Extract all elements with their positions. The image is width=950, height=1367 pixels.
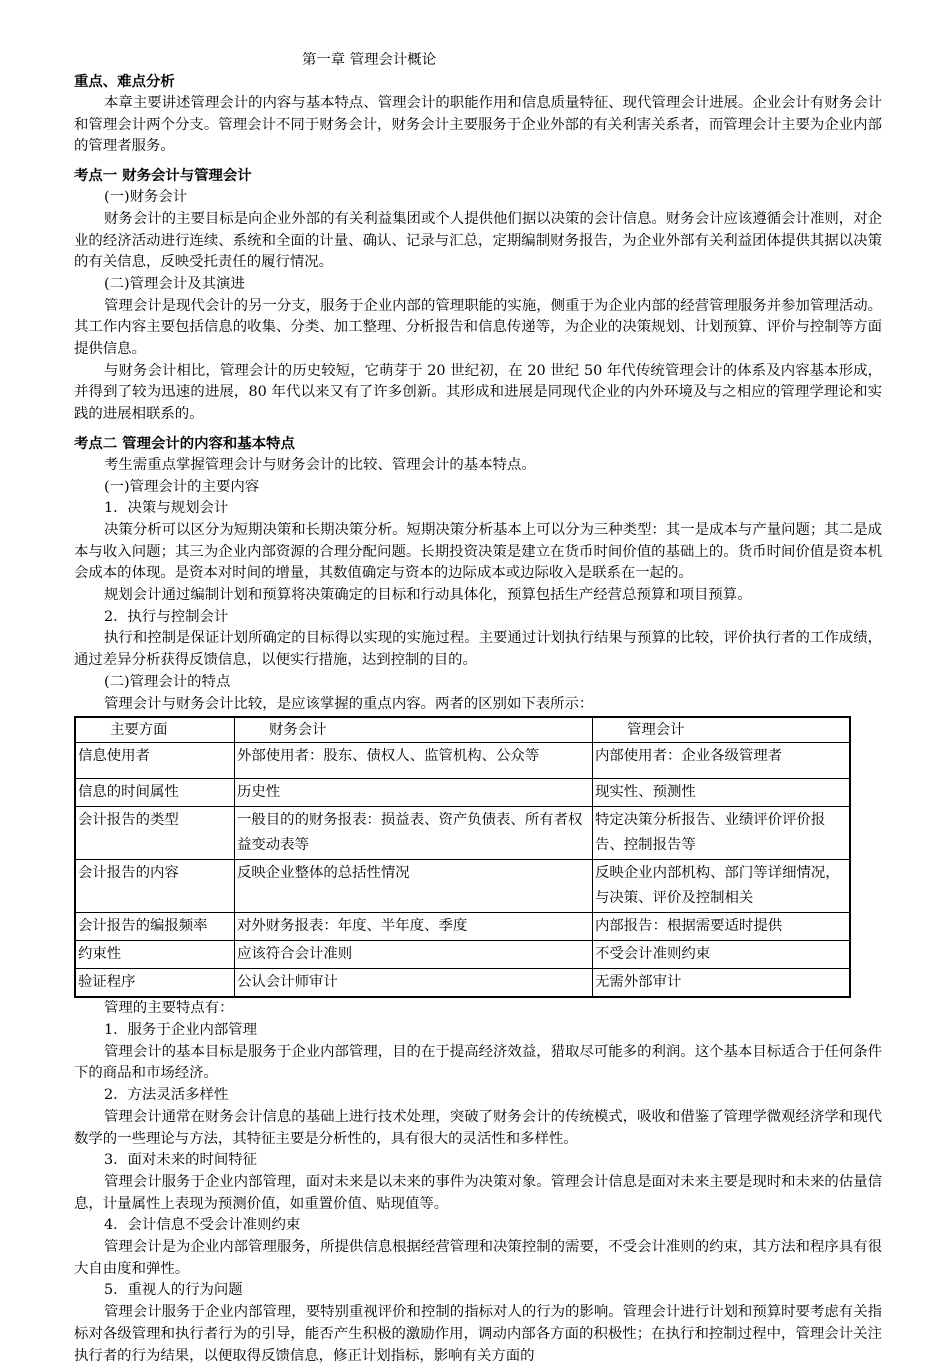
focus-heading: 重点、难点分析 <box>74 74 175 90</box>
table-cell: 反映企业内部机构、部门等详细情况，与决策、评价及控制相关 <box>593 860 851 913</box>
table-cell: 信息的时间属性 <box>75 779 235 807</box>
point1-heading: 考点一 财务会计与管理会计 <box>74 168 252 185</box>
point1-paragraph2: 管理会计是现代会计的另一分支，服务于企业内部的管理职能的实施，侧重于为企业内部的经营管理服务并参加管理活动。其工作内容主要包括信息的收集、分类、加工整理、分析报告和信息传递等，为企业的决策规划、计划预算、评价与控制等方面提供信息。 <box>74 297 882 358</box>
point2-item1: 1．决策与规划会计 <box>104 500 229 517</box>
feature-1-paragraph: 管理会计的基本目标是服务于企业内部管理，目的在于提高经济效益，猎取尽可能多的利润。这个基本目标适合于任何条件下的商品和市场经济。 <box>74 1043 882 1082</box>
point2-paragraph1: 决策分析可以区分为短期决策和长期决策分析。短期决策分析基本上可以分为三种类型：其一是成本与产量问题；其二是成本与收入问题；其三为企业内部资源的合理分配问题。长期投资决策是建立在货币时间价值的基础上的。货币时间价值是资本机会成本的体现。是资本对时间的增量，其数值确定与资本的边际成本或边际收入是联系在一起的。 <box>74 521 882 582</box>
table-cell: 约束性 <box>75 941 235 969</box>
table-row <box>75 969 850 998</box>
table-header: 主要方面 <box>75 717 235 743</box>
table-cell: 外部使用者：股东、债权人、监管机构、公众等 <box>235 743 593 779</box>
table-header-row <box>75 717 850 743</box>
table-cell: 特定决策分析报告、业绩评价评价报告、控制报告等 <box>593 807 851 860</box>
table-row <box>75 743 850 779</box>
comparison-table <box>74 716 851 998</box>
table-cell: 会计报告的内容 <box>75 860 235 913</box>
table-row <box>75 807 850 860</box>
feature-3-title: 3．面对未来的时间特征 <box>104 1152 258 1169</box>
table-cell: 会计报告的编报频率 <box>75 913 235 941</box>
table-cell: 内部使用者：企业各级管理者 <box>593 743 851 779</box>
feature-2-paragraph: 管理会计通常在财务会计信息的基础上进行技术处理，突破了财务会计的传统模式，吸收和借鉴了管理学微观经济学和现代数学的一些理论与方法，其特征主要是分析性的，具有很大的灵活性和多样性。 <box>74 1108 882 1147</box>
feature-5-paragraph: 管理会计服务于企业内部管理，要特别重视评价和控制的指标对人的行为的影响。管理会计进行计划和预算时要考虑有关指标对各级管理和执行者行为的引导，能否产生积极的激励作用，调动内部各方面的积极性；在执行和控制过程中，管理会计关注执行者的行为结果，以便取得反馈信息，修正计划指标，影响有关方面的 <box>74 1304 882 1364</box>
table-cell: 一般目的的财务报表：损益表、资产负债表、所有者权益变动表等 <box>235 807 593 860</box>
feature-3-paragraph: 管理会计服务于企业内部管理，面对未来是以未来的事件为决策对象。管理会计信息是面对未来主要是现时和未来的估量信息，计量属性上表现为预测价值，如重置价值、贴现值等。 <box>74 1173 882 1212</box>
table-cell: 应该符合会计准则 <box>235 941 593 969</box>
table-header: 管理会计 <box>593 717 851 743</box>
point2-paragraph4: 管理会计与财务会计比较，是应该掌握的重点内容。两者的区别如下表所示： <box>104 695 594 712</box>
point2-sub1: (一)管理会计的主要内容 <box>104 478 260 495</box>
point2-paragraph2: 规划会计通过编制计划和预算将决策确定的目标和行动具体化，预算包括生产经营总预算和项目预算。 <box>104 587 752 604</box>
table-cell: 会计报告的类型 <box>75 807 235 860</box>
table-cell: 不受会计准则约束 <box>593 941 851 969</box>
table-row <box>75 779 850 807</box>
table-cell: 反映企业整体的总括性情况 <box>235 860 593 913</box>
point1-paragraph3: 与财务会计相比，管理会计的历史较短，它萌芽于 20 世纪初，在 20 世纪 50 年代传统管理会计的体系及内容基本形成，并得到了较为迅速的进展，80 年代以来又有了许多创新。其形成和进展是同现代企业的内外环境及与之相应的管理学理论和实践的进展相联系的。 <box>74 362 882 423</box>
feature-2-title: 2．方法灵活多样性 <box>104 1087 229 1104</box>
feature-5-title: 5．重视人的行为问题 <box>104 1282 243 1299</box>
intro-paragraph: 本章主要讲述管理会计的内容与基本特点、管理会计的职能作用和信息质量特征、现代管理会计进展。企业会计有财务会计和管理会计两个分支。管理会计不同于财务会计，财务会计主要服务于企业外部的有关利害关系者，而管理会计主要为企业内部的管理者服务。 <box>74 95 882 155</box>
feature-4-paragraph: 管理会计是为企业内部管理服务，所提供信息根据经营管理和决策控制的需要，不受会计准则的约束，其方法和程序具有很大自由度和弹性。 <box>74 1239 882 1277</box>
point2-paragraph3: 执行和控制是保证计划所确定的目标得以实现的实施过程。主要通过计划执行结果与预算的比较，评价执行者的工作成绩，通过差异分析获得反馈信息，以便实行措施，达到控制的目的。 <box>74 630 882 669</box>
point1-sub2: (二)管理会计及其演进 <box>104 275 245 292</box>
table-cell: 现实性、预测性 <box>593 779 851 807</box>
table-cell: 历史性 <box>235 779 593 807</box>
table-cell: 公认会计师审计 <box>235 969 593 998</box>
point2-paragraph0: 考生需重点掌握管理会计与财务会计的比较、管理会计的基本特点。 <box>104 456 536 473</box>
table-cell: 信息使用者 <box>75 743 235 779</box>
point2-heading: 考点二 管理会计的内容和基本特点 <box>74 435 295 452</box>
table-cell: 内部报告：根据需要适时提供 <box>593 913 851 941</box>
point1-sub1: (一)财务会计 <box>104 189 188 206</box>
feature-4-title: 4．会计信息不受会计准则约束 <box>104 1217 301 1234</box>
point2-item2: 2．执行与控制会计 <box>104 608 229 625</box>
chapter-title: 第一章 管理会计概论 <box>302 52 437 68</box>
table-row <box>75 913 850 941</box>
features-lead: 管理的主要特点有： <box>104 1000 234 1017</box>
document-page <box>74 50 882 1367</box>
table-cell: 无需外部审计 <box>593 969 851 998</box>
feature-1-title: 1．服务于企业内部管理 <box>104 1021 258 1038</box>
table-cell: 验证程序 <box>75 969 235 998</box>
table-row <box>75 860 850 913</box>
point2-sub2: (二)管理会计的特点 <box>104 673 231 690</box>
table-cell: 对外财务报表：年度、半年度、季度 <box>235 913 593 941</box>
table-row <box>75 941 850 969</box>
point1-paragraph1: 财务会计的主要目标是向企业外部的有关利益集团或个人提供他们据以决策的会计信息。财务会计应该遵循会计准则，对企业的经济活动进行连续、系统和全面的计量、确认、记录与汇总，定期编制财务报告，为企业外部有关利益团体提供其据以决策的有关信息，反映受托责任的履行情况。 <box>74 210 882 271</box>
table-header: 财务会计 <box>235 717 593 743</box>
